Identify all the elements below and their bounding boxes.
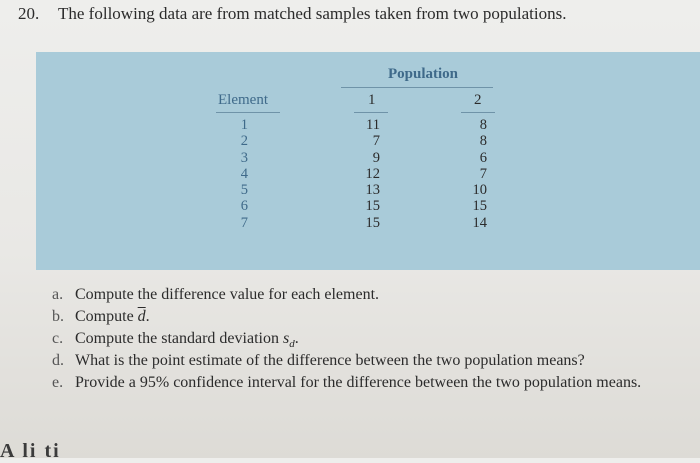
population-1-column [352,117,380,231]
population-2-header: 2 [474,92,482,108]
question-letter: c. [52,330,64,347]
question-letter: d. [52,352,64,369]
population-header-rule [341,87,493,88]
population-2-cell: 6 [479,149,487,166]
population-1-cell: 15 [365,214,380,231]
question-letter: b. [52,308,64,325]
question-e [0,372,700,416]
question-text: Provide a 95% confidence interval for the difference between the two population means. [75,374,642,391]
d-bar-symbol: $\overline{d}$ [137,308,146,325]
population-2-cell: 7 [479,165,487,182]
element-cell: 4 [240,165,248,182]
problem-header [18,4,566,24]
question-text: Compute the difference value for each element. [75,286,380,303]
question-text-suffix: . [294,330,299,347]
question-a [0,284,700,306]
population-1-header: 1 [368,92,376,108]
question-letter: a. [52,286,64,303]
population-1-cell: 13 [365,182,380,199]
question-text-prefix: Compute [75,308,138,325]
population-1-cell: 9 [372,149,380,166]
question-text: What is the point estimate of the difference between the two population means? [75,352,585,369]
problem-statement: The following data are from matched samples taken from two populations. [58,4,567,23]
population-2-header-rule [461,112,495,113]
element-cell: 3 [240,149,248,166]
s-symbol: s [282,330,290,347]
element-column [226,117,248,231]
question-text [75,306,150,328]
population-1-cell: 12 [365,165,380,182]
element-header-rule [216,112,280,113]
population-1-cell: 15 [365,198,380,215]
population-2-cell: 14 [472,214,487,231]
population-2-cell: 8 [479,133,487,150]
population-2-column [459,117,487,231]
population-2-cell: 15 [472,198,487,215]
element-cell: 1 [240,117,248,133]
d-subscript: d [289,338,295,351]
element-cell: 2 [240,133,248,150]
question-d [0,350,700,372]
question-b [0,306,700,328]
question-text-prefix: Compute the standard deviation [75,330,283,347]
element-cell: 7 [240,214,248,231]
question-letter: e. [52,374,64,391]
population-2-cell: 8 [479,117,487,133]
question-c [0,328,700,350]
problem-number: 20. [18,4,40,23]
population-2-cell: 10 [472,182,487,199]
question-list [0,284,700,416]
question-text-suffix: . [145,308,150,325]
population-group-header: Population [388,66,459,82]
element-cell: 5 [240,182,248,199]
population-1-header-rule [354,112,388,113]
element-column-header: Element [218,92,268,108]
population-1-cell: 7 [372,133,380,150]
cut-off-bottom-text: A li ti [0,440,61,462]
element-cell: 6 [240,198,248,215]
population-1-cell: 11 [366,117,380,133]
